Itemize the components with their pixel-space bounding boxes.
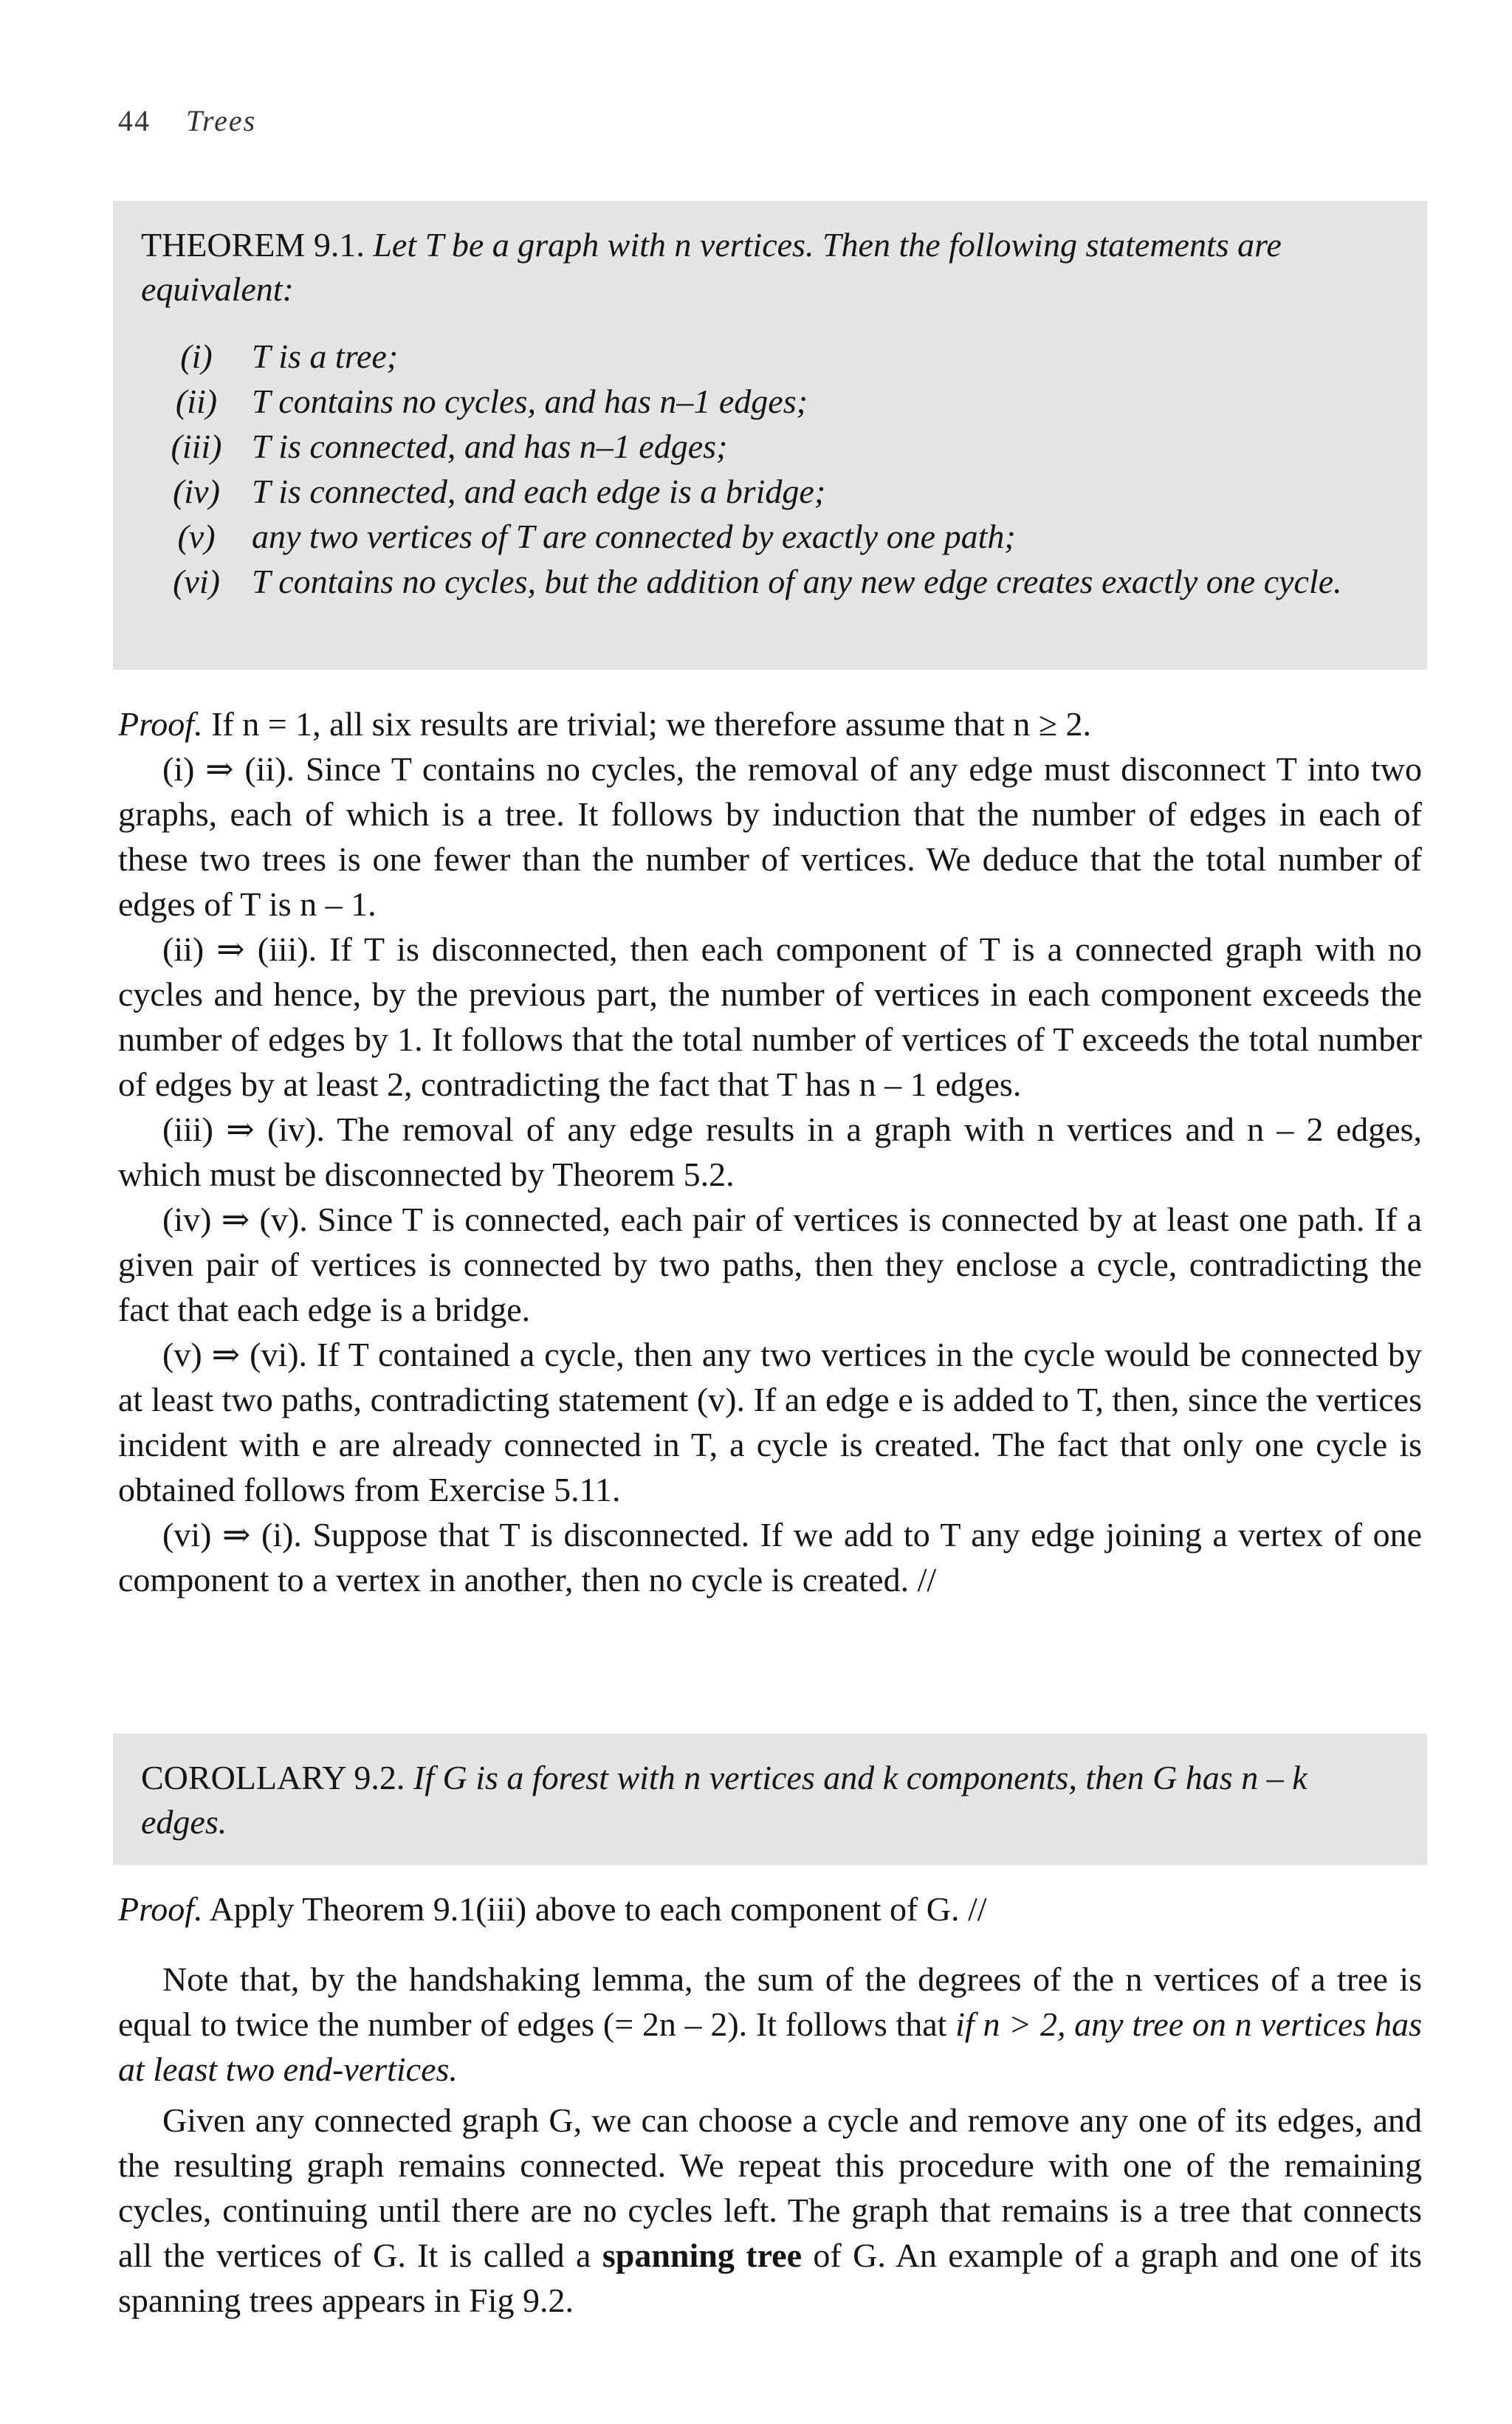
body-paragraph — [118, 1957, 1422, 2092]
closing-text — [118, 1957, 1422, 2323]
item-text: T is connected, and each edge is a bridge; — [252, 473, 826, 510]
step-label: (ii) ⇒ (iii). — [162, 930, 317, 968]
list-item — [141, 559, 1399, 604]
proof-step — [118, 927, 1422, 1107]
proof-paragraph — [118, 1886, 1422, 1932]
theorem-box — [113, 201, 1427, 670]
step-label: (v) ⇒ (vi). — [162, 1336, 308, 1373]
step-text: Since T is connected, each pair of vertices is connected by at least one path. If a given pair of vertices is connected by two paths, then they enclose a cycle, contradicting the fact that each edge is a bridge. — [118, 1201, 1423, 1328]
paragraph-text: of G. An example of a graph and one of its spanning trees appears in Fig 9.2. — [118, 2236, 1422, 2319]
step-text: Suppose that T is disconnected. If we add to T any edge joining a vertex of one component to a vertex in another, then no cycle is created. // — [118, 1516, 1422, 1599]
proof-step — [118, 1107, 1422, 1197]
item-number: (v) — [177, 518, 216, 555]
step-label: (iv) ⇒ (v). — [162, 1201, 308, 1238]
proof-intro — [118, 701, 1422, 746]
proof-step — [118, 1332, 1422, 1512]
item-number: (vi) — [173, 563, 220, 600]
list-item — [141, 379, 1399, 424]
corollary-proof — [118, 1886, 1422, 1932]
paragraph-text: Note that, by the handshaking lemma, the sum of the degrees of the n vertices of a tree is equal to twice the number of edges (= 2n – 2). It follows that — [118, 1960, 1422, 2043]
paragraph-spacer — [118, 2092, 1422, 2098]
list-item — [141, 514, 1399, 559]
proof-step — [118, 1197, 1422, 1332]
item-number: (iii) — [171, 428, 222, 465]
paragraph-emphasis: if n > 2, any tree on n vertices has at least two end-vertices. — [118, 2005, 1422, 2088]
corollary-box — [113, 1734, 1427, 1865]
step-text: If T contained a cycle, then any two vertices in the cycle would be connected by at least two paths, contradicting statement (v). If an edge e is added to T, then, since the vertices incident with e are already connected in T, a cycle is created. The fact that only one cycle is obtained follows from Exercise 5.11. — [118, 1336, 1422, 1508]
theorem-proof — [118, 701, 1422, 1602]
item-number: (iv) — [173, 473, 220, 510]
running-header — [118, 103, 256, 138]
item-text: T is a tree; — [252, 337, 399, 375]
proof-step — [118, 1512, 1422, 1602]
corollary-statement — [141, 1756, 1399, 1844]
item-text: T is connected, and has n–1 edges; — [252, 428, 728, 465]
running-title: Trees — [186, 104, 257, 137]
proof-text: Apply Theorem 9.1(iii) above to each component of G. // — [209, 1890, 987, 1928]
item-number: (ii) — [175, 382, 218, 420]
defined-term: spanning tree — [602, 2236, 802, 2274]
theorem-label: THEOREM 9.1. — [141, 226, 365, 264]
body-paragraph — [118, 2098, 1422, 2323]
item-text: T contains no cycles, and has n–1 edges; — [252, 382, 808, 420]
corollary-text: If G is a forest with n vertices and k components, then G has n – k edges. — [141, 1759, 1307, 1841]
list-item — [141, 424, 1399, 469]
proof-intro-text: If n = 1, all six results are trivial; we therefore assume that n ≥ 2. — [211, 705, 1091, 743]
proof-step — [118, 746, 1422, 927]
step-label: (i) ⇒ (ii). — [162, 750, 295, 788]
step-text: Since T contains no cycles, the removal of any edge must disconnect T into two graphs, each of which is a tree. It follows by induction that the number of edges in each of these two trees is one fewer than the number of vertices. We deduce that the total number of edges of T is n – 1. — [118, 750, 1422, 923]
step-label: (vi) ⇒ (i). — [162, 1516, 302, 1553]
item-number: (i) — [180, 337, 213, 375]
paragraph-text: Given any connected graph G, we can choose a cycle and remove any one of its edges, and the resulting graph remains connected. We repeat this procedure with one of the remaining cycles, continuing until there are no cycles left. The graph that remains is a tree that connects all the vertices of G. It is called a — [118, 2101, 1422, 2274]
list-item — [141, 469, 1399, 514]
theorem-item-list — [141, 334, 1399, 604]
list-item — [141, 334, 1399, 379]
item-text: T contains no cycles, but the addition of any new edge creates exactly one cycle. — [252, 563, 1342, 600]
step-label: (iii) ⇒ (iv). — [162, 1110, 325, 1148]
proof-label: Proof. — [118, 1890, 203, 1928]
corollary-label: COROLLARY 9.2. — [141, 1759, 405, 1796]
step-text: The removal of any edge results in a graph with n vertices and n – 2 edges, which must be disconnected by Theorem 5.2. — [118, 1110, 1423, 1193]
step-text: If T is disconnected, then each component of T is a connected graph with no cycles and hence, by the previous part, the number of vertices in each component exceeds the number of edges by 1. It follows that the total number of vertices of T exceeds the total number of edges by at least 2, contradicting the fact that T has n – 1 edges. — [118, 930, 1422, 1103]
proof-label: Proof. — [118, 705, 203, 743]
theorem-text: Let T be a graph with n vertices. Then the following statements are equivalent: — [141, 226, 1282, 308]
theorem-statement — [141, 223, 1399, 312]
page-number: 44 — [118, 104, 151, 137]
item-text: any two vertices of T are connected by exactly one path; — [252, 518, 1016, 555]
